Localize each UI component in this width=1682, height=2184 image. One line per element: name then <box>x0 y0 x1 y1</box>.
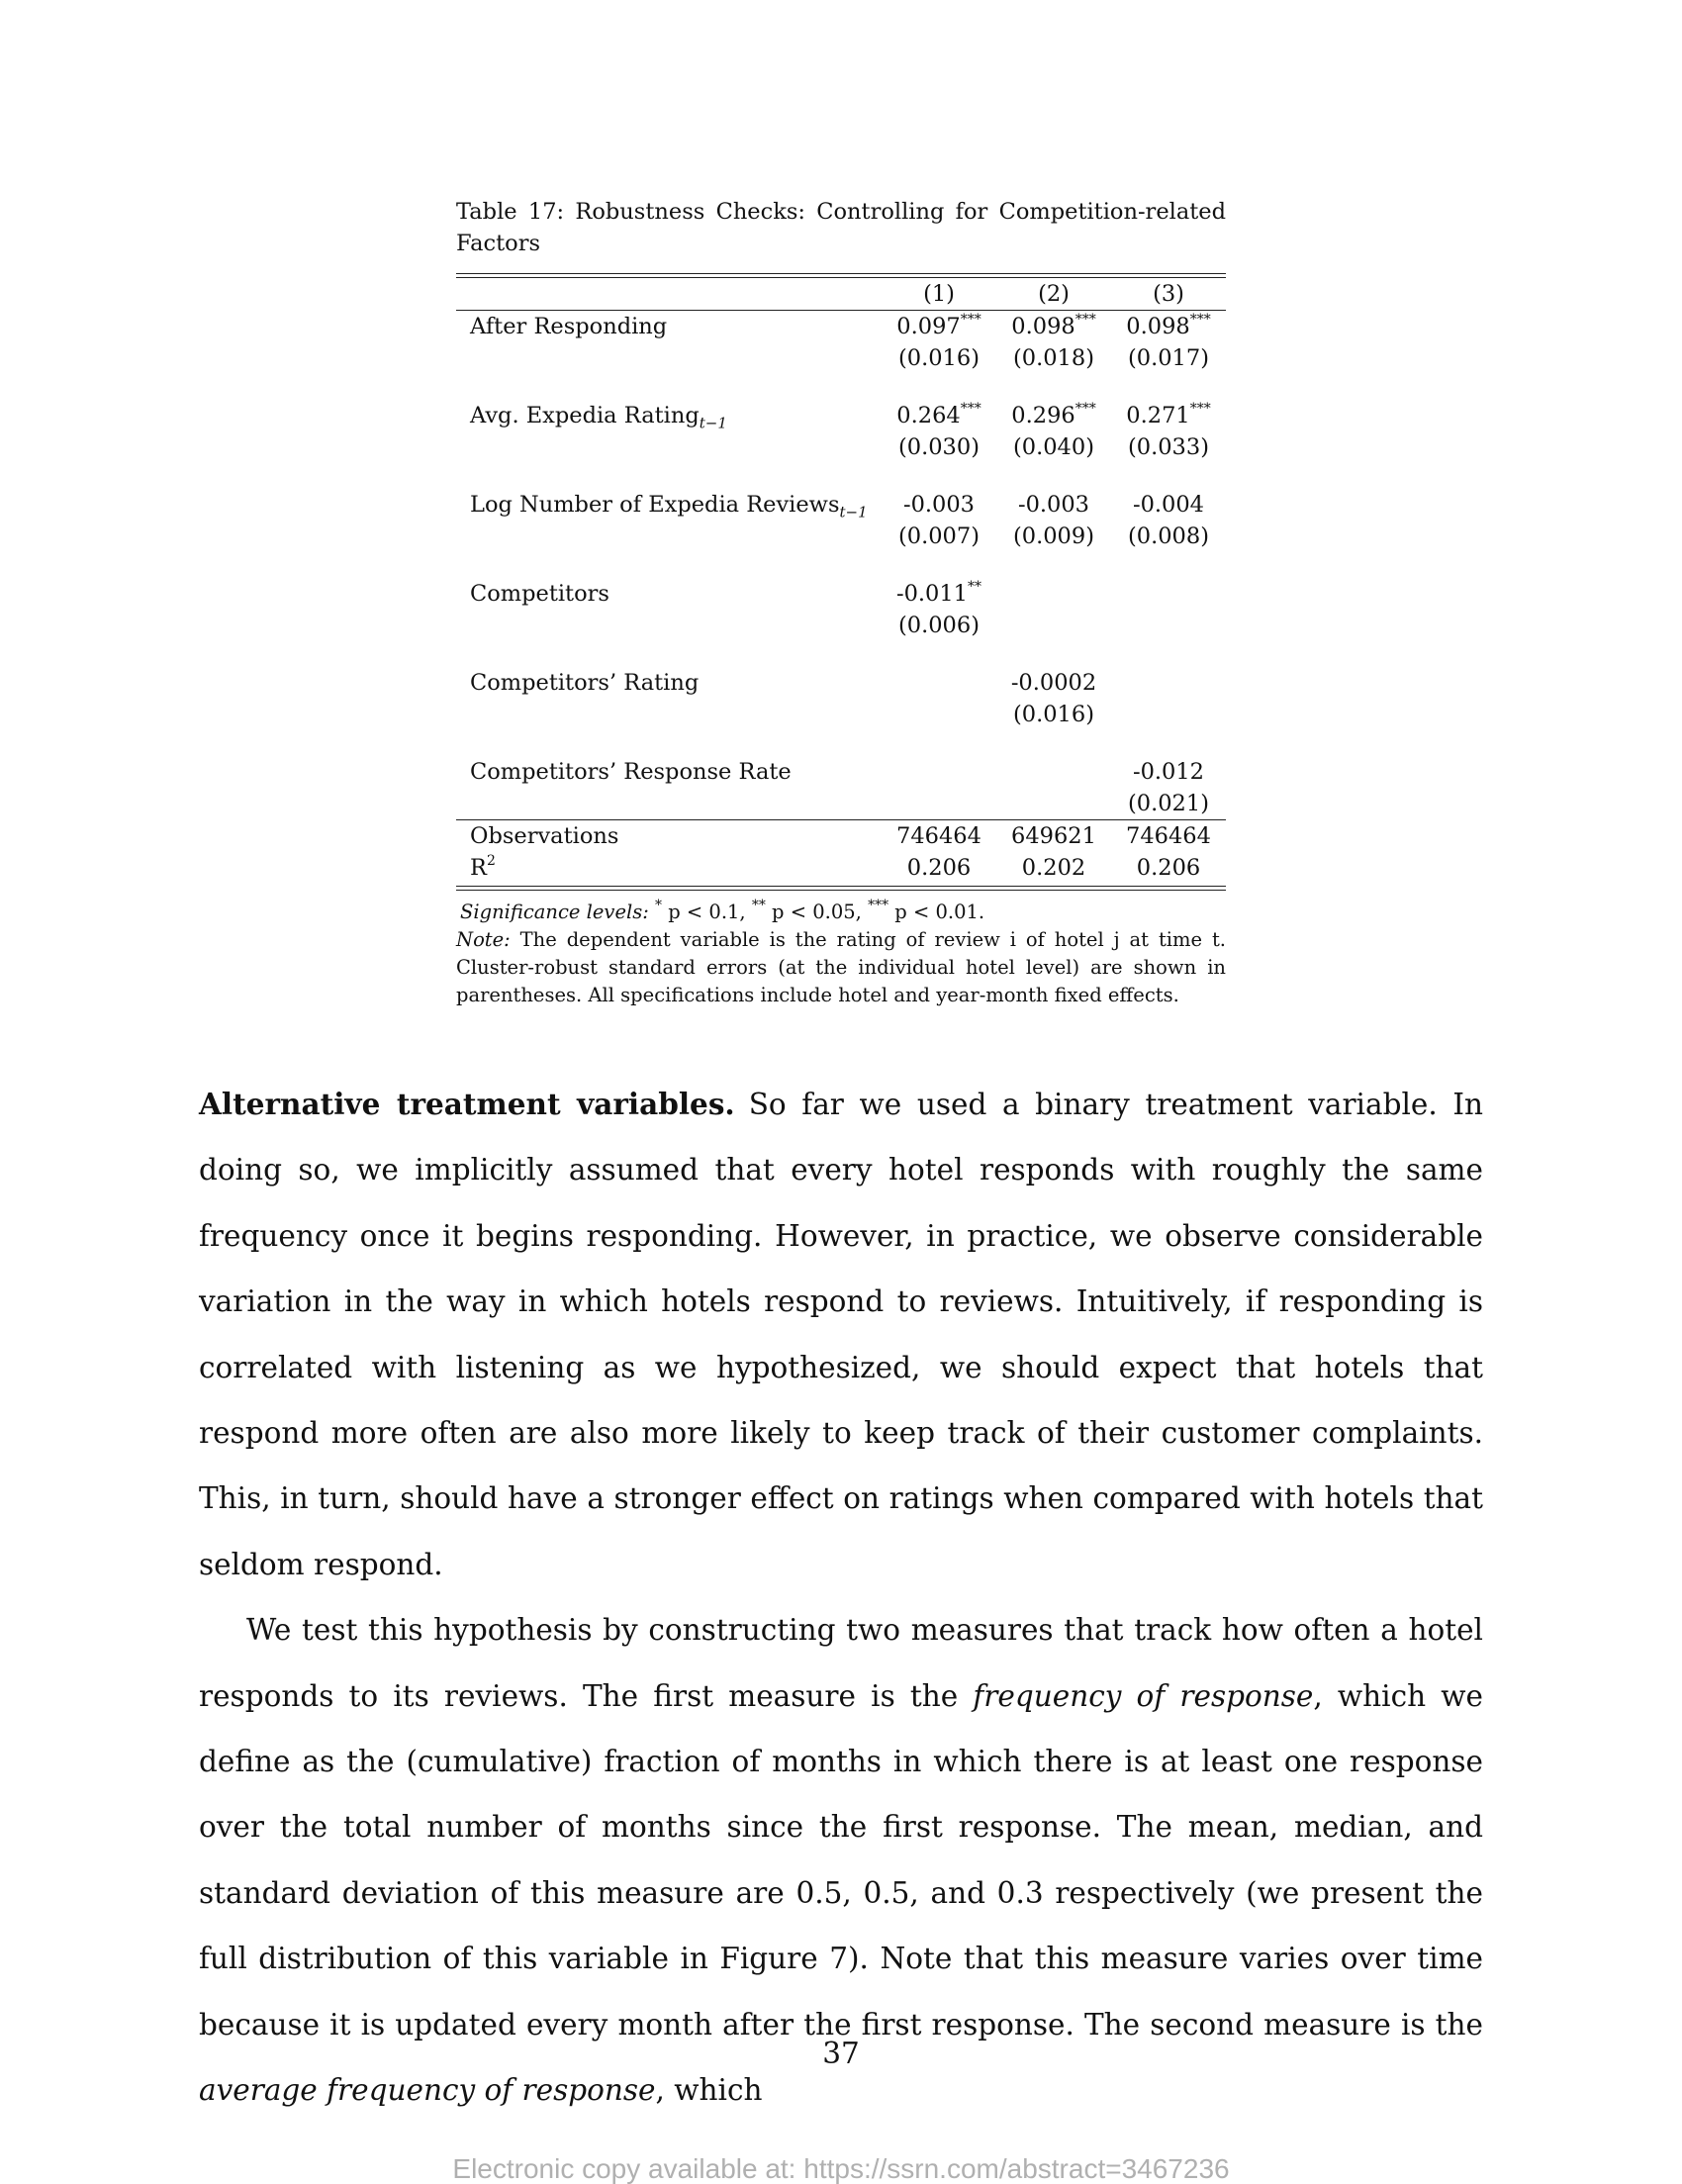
coefficient-body <box>456 311 1226 819</box>
coefficient-value: 0.296 <box>1011 403 1075 428</box>
emphasis-frequency-of-response: frequency of response <box>973 1678 1314 1713</box>
stats-label-superscript: 2 <box>486 852 496 869</box>
coefficient-cell <box>882 489 996 521</box>
ssrn-footer: Electronic copy available at: https://ssrn.com/abstract=3467236 <box>452 2153 1230 2184</box>
stats-cell: 746464 <box>896 823 981 849</box>
row-label-text: Competitors’ Response Rate <box>470 759 792 785</box>
note-text: The dependent variable is the rating of review i of hotel j at time t. Cluster-robust standard errors (at the individual hotel level) are shown in parentheses. All specifications include hotel and year-month fixed effects. <box>456 928 1226 1006</box>
stats-cell: 649621 <box>1011 823 1096 849</box>
stats-cell: 0.206 <box>1136 855 1201 881</box>
row-label-subscript: t−1 <box>839 503 868 522</box>
column-header: (2) <box>1038 281 1070 307</box>
standard-error-row <box>456 699 1226 730</box>
row-gap <box>456 374 1226 400</box>
standard-error-row <box>456 342 1226 374</box>
standard-error-cell: (0.021) <box>1128 791 1209 816</box>
coefficient-row <box>456 311 1226 342</box>
coefficient-row <box>456 756 1226 788</box>
coefficient-cell <box>996 400 1111 431</box>
note-label: Note: <box>456 928 511 951</box>
row-label <box>456 578 882 610</box>
coefficient-value: -0.011 <box>895 581 968 607</box>
coefficient-cell <box>1111 756 1226 788</box>
coefficient-cell <box>1111 311 1226 342</box>
significance-note <box>456 899 1226 926</box>
stats-body <box>456 820 1226 884</box>
row-label <box>456 400 882 431</box>
row-label-text: Log Number of Expedia Reviews <box>470 492 840 518</box>
page-number: 37 <box>822 2037 860 2070</box>
row-gap <box>456 730 1226 756</box>
significance-text <box>655 897 985 923</box>
standard-error-cell: (0.030) <box>898 434 980 460</box>
row-label-text: Competitors’ Rating <box>470 670 700 696</box>
regression-table-block <box>456 196 1226 1009</box>
coefficient-row <box>456 578 1226 610</box>
coefficient-cell <box>1111 400 1226 431</box>
standard-error-cell: (0.018) <box>1013 345 1094 371</box>
body-text <box>199 1072 1483 2124</box>
stats-label <box>456 820 882 852</box>
paragraph-1 <box>199 1072 1483 1597</box>
standard-error-row <box>456 521 1226 552</box>
table-caption: Table 17: Robustness Checks: Controlling for Competition-related Factors <box>456 199 1226 256</box>
runin-heading: Alternative treatment variables. <box>199 1087 735 1121</box>
significance-star: ** <box>751 897 766 913</box>
coefficient-cell <box>996 667 1111 699</box>
coefficient-value: 0.097 <box>896 314 961 339</box>
coefficient-value: -0.012 <box>1132 759 1204 785</box>
column-header-row <box>456 278 1226 311</box>
coefficient-cell <box>996 311 1111 342</box>
significance-label: Significance levels: <box>460 901 649 923</box>
paragraph-1-text: So far we used a binary treatment variable. In doing so, we implicitly assumed that every hotel responds with roughly the same frequency once it begins responding. However, in practice, we observe considerable variation in the way in which hotels respond to reviews. Intuitively, if responding is correlated with listening as we hypothesized, we should expect that hotels that respond more often are also more likely to keep track of their customer complaints. This, in turn, should have a stronger effect on ratings when compared with hotels that seldom respond. <box>199 1088 1483 1581</box>
coefficient-value: 0.264 <box>896 403 961 428</box>
standard-error-cell: (0.040) <box>1013 434 1094 460</box>
row-label <box>456 667 882 699</box>
coefficient-cell <box>996 489 1111 521</box>
significance-stars: *** <box>1189 400 1211 417</box>
regression-table <box>456 273 1226 891</box>
standard-error-cell: (0.008) <box>1128 523 1209 549</box>
coefficient-value: -0.003 <box>1017 492 1089 518</box>
standard-error-cell: (0.009) <box>1013 523 1094 549</box>
row-label-text: Competitors <box>470 581 609 607</box>
coefficient-value: 0.271 <box>1126 403 1190 428</box>
coefficient-value: 0.098 <box>1011 314 1075 339</box>
significance-stars: *** <box>960 400 981 417</box>
significance-stars: *** <box>960 311 981 328</box>
paragraph-2-text: , which <box>655 2073 763 2108</box>
coefficient-row <box>456 400 1226 431</box>
stats-row <box>456 820 1226 852</box>
coefficient-cell <box>882 578 996 610</box>
row-gap <box>456 552 1226 578</box>
significance-stars: *** <box>1075 311 1096 328</box>
emphasis-average-frequency: average frequency of response <box>199 2073 656 2108</box>
table-note <box>456 926 1226 1009</box>
coefficient-value: -0.003 <box>902 492 975 518</box>
stats-cell: 0.206 <box>906 855 972 881</box>
significance-stars: *** <box>1075 400 1096 417</box>
standard-error-cell: (0.007) <box>898 523 980 549</box>
coefficient-row <box>456 489 1226 521</box>
standard-error-row <box>456 610 1226 641</box>
significance-star: *** <box>868 897 889 913</box>
row-label <box>456 489 882 521</box>
column-header: (1) <box>923 281 955 307</box>
paragraph-2-text: We test this hypothesis by constructing two measures that track how often a hotel responds to its reviews. The first measure is the <box>199 1613 1483 1713</box>
stats-cell: 746464 <box>1126 823 1211 849</box>
standard-error-row <box>456 431 1226 463</box>
standard-error-cell: (0.016) <box>1013 702 1094 727</box>
standard-error-cell: (0.017) <box>1128 345 1209 371</box>
row-gap <box>456 463 1226 489</box>
coefficient-value: 0.098 <box>1126 314 1190 339</box>
standard-error-cell: (0.033) <box>1128 434 1209 460</box>
paragraph-2-text: , which we define as the (cumulative) fraction of months in which there is at least one response over the total number of months since the first response. The mean, median, and standard deviation of this measure are 0.5, 0.5, and 0.3 respectively (we present the full distribution of this variable in Figure 7). Note that this measure varies over time because it is updated every month after the first response. The second measure is the <box>199 1678 1483 2042</box>
stats-cell: 0.202 <box>1021 855 1086 881</box>
significance-stars: *** <box>1189 311 1211 328</box>
row-label <box>456 311 882 342</box>
coefficient-value: -0.004 <box>1132 492 1204 518</box>
table-notes <box>456 899 1226 1009</box>
standard-error-cell: (0.016) <box>898 345 980 371</box>
coefficient-cell <box>882 400 996 431</box>
coefficient-value: -0.0002 <box>1010 670 1097 696</box>
significance-stars: ** <box>968 578 981 595</box>
row-label-text: After Responding <box>470 314 668 339</box>
stats-label <box>456 852 882 884</box>
stats-label-text: R <box>470 855 487 881</box>
row-gap <box>456 641 1226 667</box>
significance-star: * <box>655 897 662 913</box>
significance-fragment: p < 0.01. <box>888 901 985 923</box>
significance-fragment: p < 0.05, <box>765 901 869 923</box>
significance-fragment: p < 0.1, <box>662 901 752 923</box>
coefficient-row <box>456 667 1226 699</box>
stats-row <box>456 852 1226 884</box>
bottom-rule-double <box>456 890 1226 891</box>
column-header: (3) <box>1153 281 1184 307</box>
stats-label-text: Observations <box>470 823 619 849</box>
standard-error-cell: (0.006) <box>898 613 980 638</box>
standard-error-row <box>456 788 1226 819</box>
bottom-rule <box>456 886 1226 887</box>
coefficient-cell <box>882 311 996 342</box>
coefficient-cell <box>1111 489 1226 521</box>
row-label-text: Avg. Expedia Rating <box>470 403 700 428</box>
row-label-subscript: t−1 <box>699 414 727 432</box>
row-label <box>456 756 882 788</box>
